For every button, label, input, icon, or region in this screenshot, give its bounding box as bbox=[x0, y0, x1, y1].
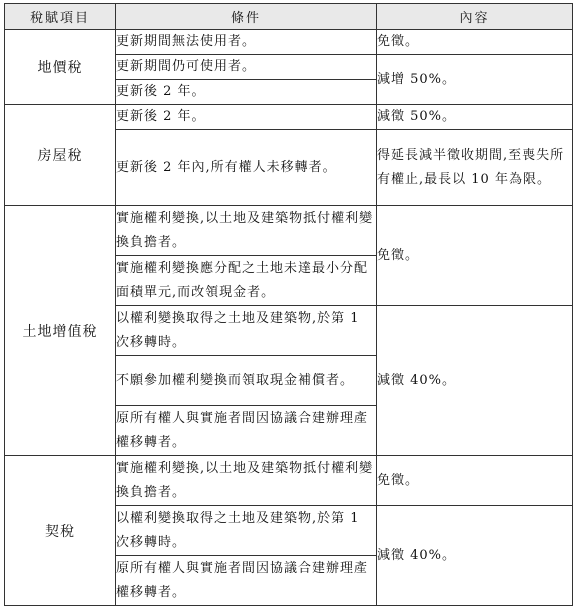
table-row bbox=[5, 456, 573, 506]
content-cell: 免徵。 bbox=[377, 30, 573, 55]
content-cell: 減徵 50%。 bbox=[377, 105, 573, 130]
table-row bbox=[5, 206, 573, 256]
condition-cell: 更新後 2 年。 bbox=[116, 80, 377, 105]
tax-name-deed: 契稅 bbox=[5, 456, 116, 606]
tax-name-land-increment: 土地增值稅 bbox=[5, 206, 116, 456]
condition-cell: 更新期間仍可使用者。 bbox=[116, 55, 377, 80]
condition-cell: 原所有權人與實施者間因協議合建辦理產權移轉者。 bbox=[116, 406, 377, 456]
condition-cell: 實施權利變換,以土地及建築物抵付權利變換負擔者。 bbox=[116, 206, 377, 256]
content-cell: 得延長減半徵收期間,至喪失所有權止,最長以 10 年為限。 bbox=[377, 130, 573, 206]
table-header-row bbox=[5, 4, 573, 30]
condition-cell: 更新後 2 年。 bbox=[116, 105, 377, 130]
content-cell: 減徵 40%。 bbox=[377, 506, 573, 606]
condition-cell: 更新後 2 年內,所有權人未移轉者。 bbox=[116, 130, 377, 206]
header-condition: 條件 bbox=[116, 4, 377, 30]
condition-cell: 不願參加權利變換而領取現金補償者。 bbox=[116, 356, 377, 406]
tax-name-land-value: 地價稅 bbox=[5, 30, 116, 105]
condition-cell: 實施權利變換,以土地及建築物抵付權利變換負擔者。 bbox=[116, 456, 377, 506]
tax-incentive-table bbox=[4, 3, 573, 606]
content-cell: 免徵。 bbox=[377, 456, 573, 506]
content-cell: 減徵 40%。 bbox=[377, 306, 573, 456]
condition-cell: 以權利變換取得之土地及建築物,於第 1 次移轉時。 bbox=[116, 506, 377, 556]
table-row bbox=[5, 105, 573, 130]
table-row bbox=[5, 30, 573, 55]
content-cell: 減增 50%。 bbox=[377, 55, 573, 105]
condition-cell: 更新期間無法使用者。 bbox=[116, 30, 377, 55]
header-tax-item: 稅賦項目 bbox=[5, 4, 116, 30]
condition-cell: 以權利變換取得之土地及建築物,於第 1 次移轉時。 bbox=[116, 306, 377, 356]
condition-cell: 原所有權人與實施者間因協議合建辦理產權移轉者。 bbox=[116, 556, 377, 606]
content-cell: 免徵。 bbox=[377, 206, 573, 306]
condition-cell: 實施權利變換應分配之土地未達最小分配面積單元,而改領現金者。 bbox=[116, 256, 377, 306]
tax-name-house: 房屋稅 bbox=[5, 105, 116, 206]
header-content: 內容 bbox=[377, 4, 573, 30]
